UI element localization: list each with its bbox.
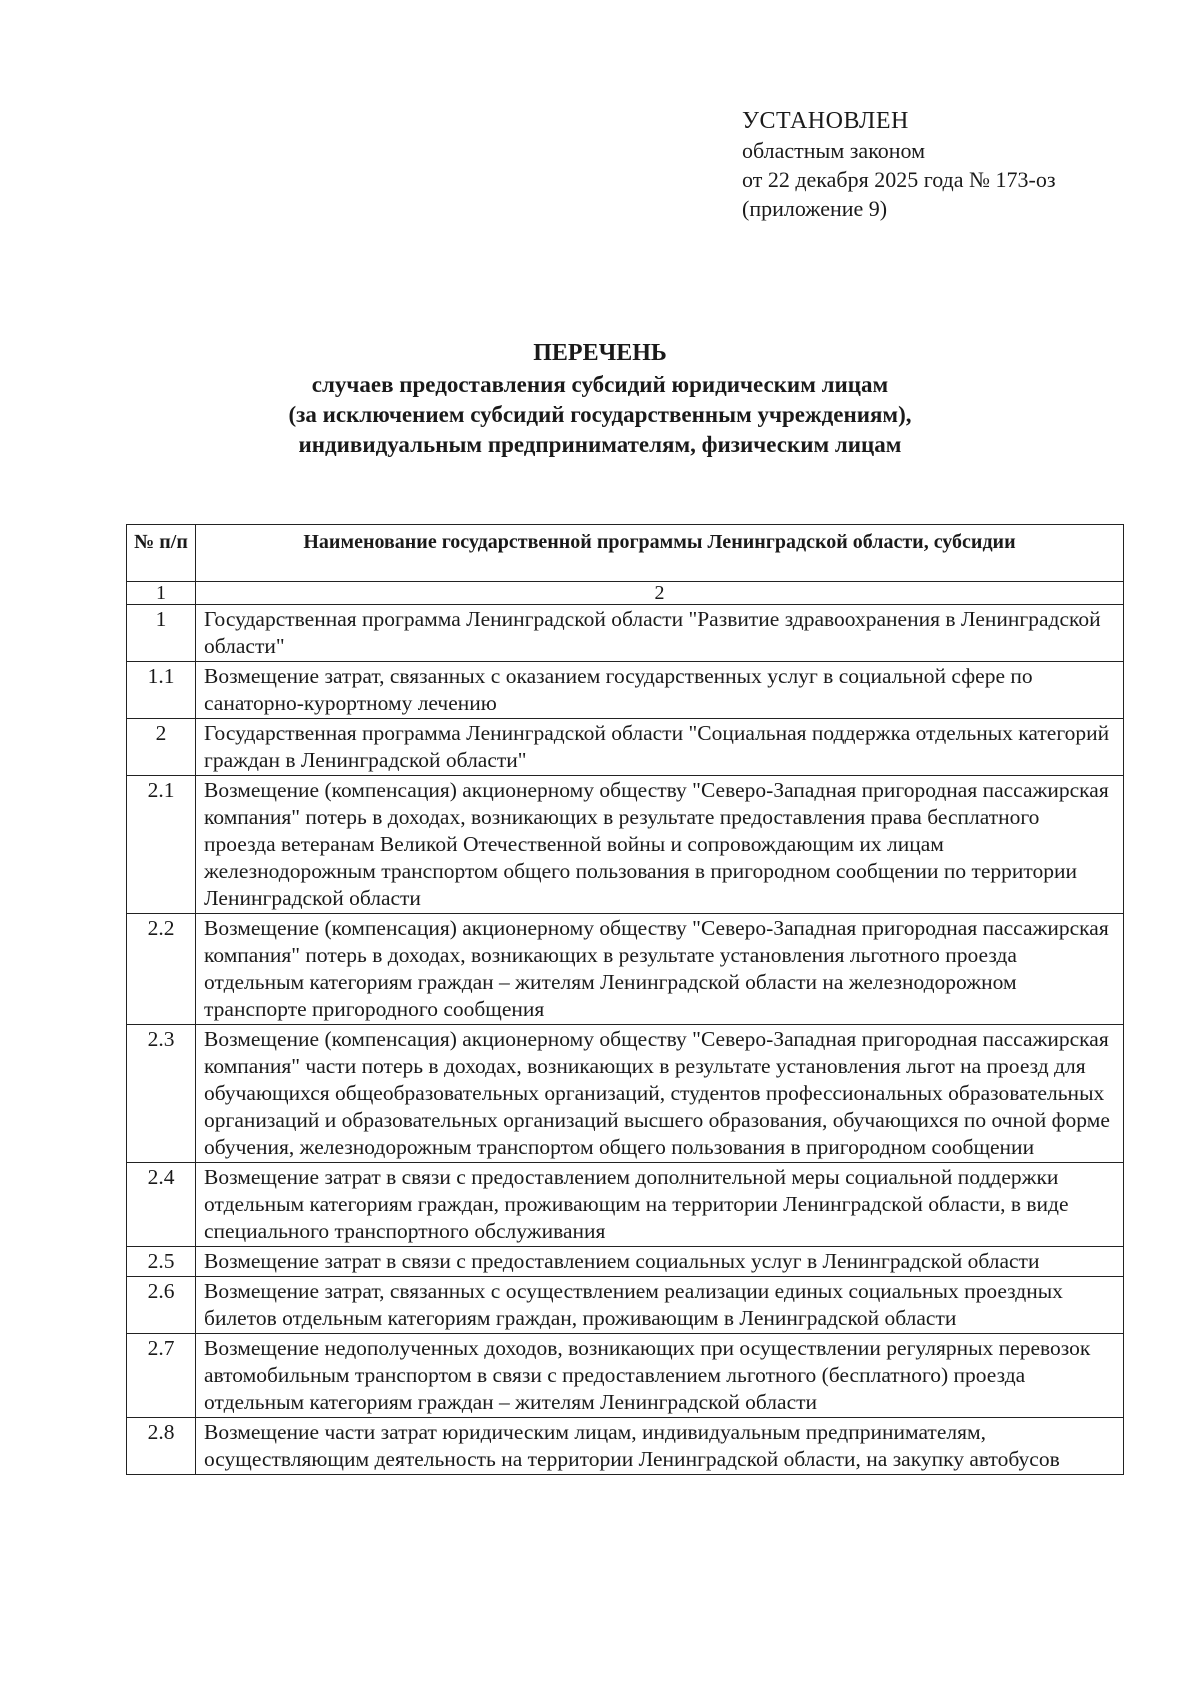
row-number: 1.1 xyxy=(127,662,196,719)
row-text: Государственная программа Ленинградской области "Социальная поддержка отдельных категорий граждан в Ленинградской области" xyxy=(196,719,1124,776)
subsidies-table xyxy=(126,524,1124,1475)
header-name: Наименование государственной программы Ленинградской области, субсидии xyxy=(196,525,1124,582)
table-row xyxy=(127,776,1124,914)
table-row xyxy=(127,662,1124,719)
approval-line-2: от 22 декабря 2025 года № 173-оз xyxy=(742,167,1056,192)
row-text: Возмещение части затрат юридическим лицам, индивидуальным предпринимателям, осуществляющим деятельность на территории Ленинградской области, на закупку автобусов xyxy=(196,1418,1124,1475)
row-text: Возмещение затрат, связанных с оказанием государственных услуг в социальной сфере по санаторно-курортному лечению xyxy=(196,662,1124,719)
table-header-row xyxy=(127,525,1124,582)
row-number: 1 xyxy=(127,605,196,662)
title-line-3: индивидуальным предпринимателям, физическим лицам xyxy=(298,432,902,457)
approval-line-1: областным законом xyxy=(742,138,926,163)
document-title xyxy=(0,338,1200,460)
approval-line-3: (приложение 9) xyxy=(742,196,888,221)
table-row xyxy=(127,1025,1124,1163)
row-number: 2.7 xyxy=(127,1334,196,1418)
row-number: 2.2 xyxy=(127,914,196,1025)
column-number-2: 2 xyxy=(196,582,1124,605)
row-number: 2.8 xyxy=(127,1418,196,1475)
table-row xyxy=(127,914,1124,1025)
approval-stamp: УСТАНОВЛЕН xyxy=(742,108,909,134)
header-number: № п/п xyxy=(127,525,196,582)
row-text: Государственная программа Ленинградской области "Развитие здравоохранения в Ленинградской области" xyxy=(196,605,1124,662)
title-line-1: случаев предоставления субсидий юридическим лицам xyxy=(311,372,889,397)
table-row xyxy=(127,1247,1124,1277)
row-text: Возмещение (компенсация) акционерному обществу "Северо-Западная пригородная пассажирская компания" части потерь в доходах, возникающих в результате установления льгот на проезд для обучающихся общеобразовательных организаций, студентов профессиональных образовательных организаций и образовательных организаций высшего образования, обучающихся по очной форме обучения, железнодорожным транспортом общего пользования в пригородном сообщении xyxy=(196,1025,1124,1163)
row-number: 2.3 xyxy=(127,1025,196,1163)
approval-block xyxy=(742,106,1056,223)
row-text: Возмещение затрат, связанных с осуществлением реализации единых социальных проездных билетов отдельным категориям граждан, проживающим в Ленинградской области xyxy=(196,1277,1124,1334)
table-row xyxy=(127,1277,1124,1334)
row-number: 2 xyxy=(127,719,196,776)
table-row xyxy=(127,1163,1124,1247)
row-number: 2.6 xyxy=(127,1277,196,1334)
title-main: ПЕРЕЧЕНЬ xyxy=(533,340,667,366)
row-text: Возмещение (компенсация) акционерному обществу "Северо-Западная пригородная пассажирская компания" потерь в доходах, возникающих в результате установления льготного проезда отдельным категориям граждан – жителям Ленинградской области на железнодорожном транспорте пригородного сообщения xyxy=(196,914,1124,1025)
title-line-2: (за исключением субсидий государственным учреждениям), xyxy=(288,402,912,427)
row-number: 2.4 xyxy=(127,1163,196,1247)
subsidies-table-container xyxy=(126,524,1124,1475)
column-numbers-row xyxy=(127,582,1124,605)
table-row xyxy=(127,719,1124,776)
row-number: 2.5 xyxy=(127,1247,196,1277)
row-text: Возмещение затрат в связи с предоставлением дополнительной меры социальной поддержки отдельным категориям граждан, проживающим на территории Ленинградской области, в виде специального транспортного обслуживания xyxy=(196,1163,1124,1247)
row-text: Возмещение (компенсация) акционерному обществу "Северо-Западная пригородная пассажирская компания" потерь в доходах, возникающих в результате предоставления права бесплатного проезда ветеранам Великой Отечественной войны и сопровождающим их лицам железнодорожным транспортом общего пользования в пригородном сообщении по территории Ленинградской области xyxy=(196,776,1124,914)
row-text: Возмещение затрат в связи с предоставлением социальных услуг в Ленинградской области xyxy=(196,1247,1124,1277)
row-text: Возмещение недополученных доходов, возникающих при осуществлении регулярных перевозок автомобильным транспортом в связи с предоставлением льготного (бесплатного) проезда отдельным категориям граждан – жителям Ленинградской области xyxy=(196,1334,1124,1418)
table-row xyxy=(127,1334,1124,1418)
column-number-1: 1 xyxy=(127,582,196,605)
table-row xyxy=(127,1418,1124,1475)
row-number: 2.1 xyxy=(127,776,196,914)
table-row xyxy=(127,605,1124,662)
